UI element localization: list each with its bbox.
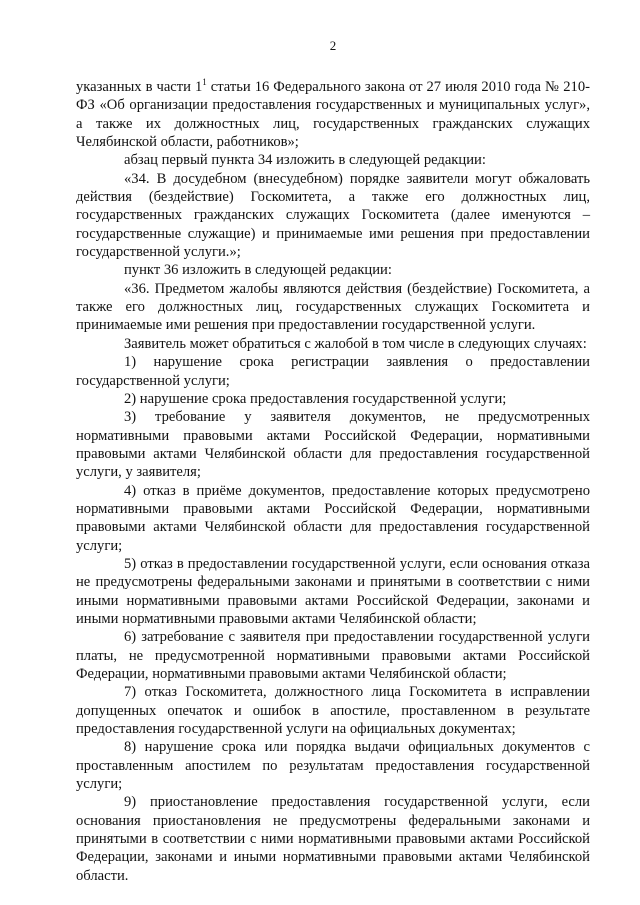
paragraph-case-6: 6) затребование с заявителя при предоставлении государственной услуги платы, не предусмотренной нормативными правовыми актами Российской Федерации, нормативными правовыми актами Челябинской области; — [76, 629, 590, 682]
paragraph-case-9: 9) приостановление предоставления государственной услуги, если основания приостановления не предусмотрены федеральными законами и принятыми в соответствии с ними нормативными правовыми актами Российской Федерации, законами и иными нормативными правовыми актами Челябинской области. — [76, 794, 590, 884]
paragraph-instruction-34: абзац первый пункта 34 изложить в следующей редакции: — [124, 152, 486, 169]
paragraph-case-1: 1) нарушение срока регистрации заявления о предоставлении государственной услуги; — [76, 354, 590, 389]
paragraph-case-4: 4) отказ в приёме документов, предоставление которых предусмотрено нормативными правовыми актами Российской Федерации, нормативными правовыми актами Челябинской области для предоставления государственной услуги; — [76, 482, 590, 554]
paragraph-case-5: 5) отказ в предоставлении государственной услуги, если основания отказа не предусмотрены федеральными законами и принятыми в соответствии с ними иными нормативными правовыми актами Российской Федерации, законами и иными нормативными правовыми актами Челябинской области; — [76, 555, 590, 627]
document-body — [76, 78, 590, 885]
paragraph-case-7: 7) отказ Госкомитета, должностного лица Госкомитета в исправлении допущенных опечаток и ошибок в апостиле, проставленном в результате предоставления государственной услуги на официальных документах; — [76, 684, 590, 738]
page-number: 2 — [329, 38, 337, 53]
paragraph-instruction-36: пункт 36 изложить в следующей редакции: — [124, 262, 392, 279]
paragraph-item-36: «36. Предметом жалобы являются действия (бездействие) Госкомитета, а также его должностных лиц, государственных служащих Госкомитета и принимаемые ими решения при предоставлении государственной услуги. — [76, 280, 590, 334]
superscript: 1 — [202, 77, 207, 87]
paragraph-cases-intro: Заявитель может обратиться с жалобой в том числе в следующих случаях: — [124, 335, 587, 352]
paragraph-case-8: 8) нарушение срока или порядка выдачи официальных документов с проставленным апостилем по результатам предоставления государственной услуги; — [76, 739, 590, 793]
paragraph-continuation: указанных в части $1^1$ статьи 16 Федерального закона от 27 июля 2010 года № 210-ФЗ «Об организации предоставления государственных и муниципальных услуг», а также их должностных лиц, государственных гражданских служащих Челябинской области, работников»; — [76, 77, 590, 151]
paragraph-case-3: 3) требование у заявителя документов, не предусмотренных нормативными правовыми актами Российской Федерации, нормативными правовыми актами Челябинской области для предоставления государственной услуги, у заявителя; — [76, 409, 590, 481]
paragraph-case-2: 2) нарушение срока предоставления государственной услуги; — [124, 390, 507, 407]
paragraph-item-34: «34. В досудебном (внесудебном) порядке заявители могут обжаловать действия (бездействие) Госкомитета, а также его должностных лиц, государственных гражданских служащих Госкомитета (далее именуются – государственные служащие) и принимаемые ими решения при предоставлении государственной услуги.»; — [76, 170, 590, 261]
